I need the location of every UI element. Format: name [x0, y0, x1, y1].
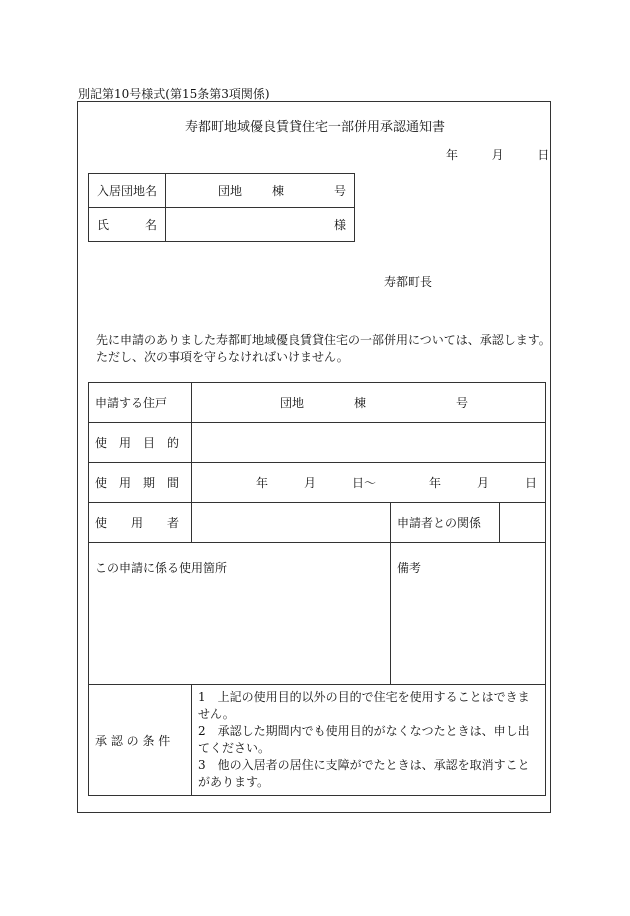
name-value[interactable]: [166, 208, 355, 242]
applicant-table: [88, 173, 355, 242]
date-day: 日: [537, 148, 550, 162]
name-suffix: 様: [333, 218, 346, 232]
unit-label: 申請する住戸: [89, 383, 192, 423]
date-month: 月: [491, 148, 504, 162]
period-value[interactable]: [192, 463, 546, 503]
name-label: 氏 名: [89, 208, 166, 242]
period-end-year: 年: [428, 476, 441, 490]
residence-danchi: 団地: [218, 184, 243, 198]
residence-tou: 棟: [272, 184, 285, 198]
residence-label: 入居団地名: [89, 174, 166, 208]
condition-1: 1 上記の使用目的以外の目的で住宅を使用することはできません。: [198, 690, 530, 721]
purpose-value[interactable]: [192, 423, 546, 463]
purpose-label: 使 用 目 的: [89, 423, 192, 463]
period-start-day: 日〜: [352, 476, 377, 490]
condition-3: 3 他の入居者の居住に支障がでたときは、承認を取消すことがあります。: [198, 758, 530, 789]
unit-value[interactable]: [192, 383, 546, 423]
remarks-label: 備考: [397, 561, 422, 575]
detail-table: [88, 382, 546, 796]
residence-value[interactable]: [166, 174, 355, 208]
intro-line-1: 先に申請のありました寿都町地域優良賃貸住宅の一部併用については、承認します。: [96, 333, 551, 347]
issue-date: [446, 146, 549, 163]
date-year: 年: [446, 148, 459, 162]
user-label: 使 用 者: [89, 503, 192, 543]
remarks-cell[interactable]: [391, 543, 546, 685]
unit-gou: 号: [456, 396, 469, 410]
document-title: 寿都町地域優良賃貸住宅一部併用承認通知書: [184, 120, 445, 135]
period-start-month: 月: [304, 476, 317, 490]
location-label: この申請に係る使用箇所: [95, 561, 228, 575]
period-end-month: 月: [476, 476, 489, 490]
issuer: 寿都町長: [384, 275, 433, 289]
intro-text: [96, 332, 551, 366]
relation-value[interactable]: [500, 503, 546, 543]
location-cell[interactable]: [89, 543, 391, 685]
unit-tou: 棟: [354, 396, 367, 410]
conditions-label: 承 認 の 条 件: [89, 685, 192, 796]
residence-gou: 号: [333, 184, 346, 198]
relation-label: 申請者との関係: [391, 503, 500, 543]
period-label: 使 用 期 間: [89, 463, 192, 503]
period-end-day: 日: [524, 476, 537, 490]
user-value[interactable]: [192, 503, 391, 543]
intro-line-2: ただし、次の事項を守らなければいけません。: [96, 350, 349, 364]
conditions-list: [192, 685, 546, 796]
unit-danchi: 団地: [280, 396, 305, 410]
condition-2: 2 承認した期間内でも使用目的がなくなつたときは、申し出てください。: [198, 724, 530, 755]
form-reference: 別記第10号様式(第15条第3項関係): [78, 87, 270, 101]
period-start-year: 年: [256, 476, 269, 490]
